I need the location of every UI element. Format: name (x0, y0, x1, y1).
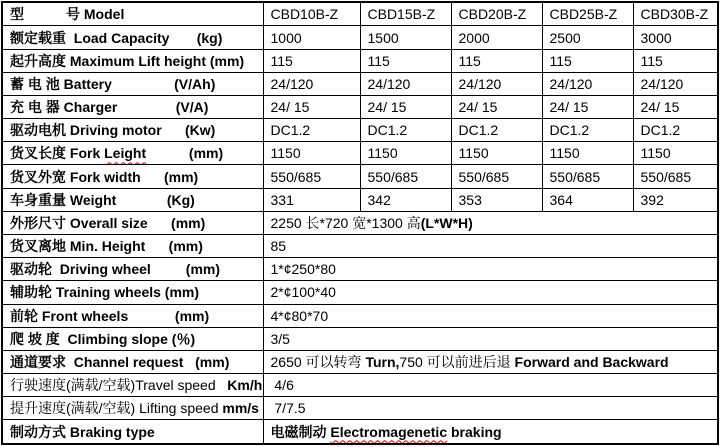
text-segment: 1000 (270, 29, 302, 46)
text-segment: 辅助轮 Training wheels (mm) (10, 284, 200, 301)
cell-load-capacity-col0 (263, 26, 360, 49)
text-segment: Forward and Backward (514, 353, 669, 370)
cell-training-wheels (263, 281, 718, 304)
cell-model-col1 (360, 2, 451, 26)
text-segment: 通道要求 Channel request (mm) (10, 353, 230, 370)
text-segment: braking (447, 423, 502, 440)
text-segment: 85 (270, 238, 287, 255)
cell-battery-col2 (451, 72, 542, 95)
text-segment: DC1.2 (367, 122, 408, 139)
cell-battery-col4 (633, 72, 718, 95)
text-segment: 24/120 (367, 75, 411, 92)
text-segment: 2250 长*720 宽*1300 高 (270, 214, 421, 231)
cell-model-col4 (633, 2, 718, 26)
row-label-lifting-speed (2, 397, 263, 420)
text-segment: 7/7.5 (270, 400, 306, 417)
cell-load-capacity-col4 (633, 26, 718, 49)
text-segment: DC1.2 (549, 122, 590, 139)
text-segment: CBD15B-Z (367, 6, 436, 23)
text-segment: 制动方式 Braking type (10, 423, 155, 440)
text-segment: 115 (640, 52, 663, 69)
text-segment: CBD10B-Z (270, 6, 339, 23)
cell-charger-col4 (633, 95, 718, 118)
text-segment: 1150 (458, 145, 489, 162)
text-segment: 24/ 15 (367, 99, 407, 116)
row-label-driving-wheel (2, 258, 263, 281)
text-segment: 24/ 15 (458, 99, 498, 116)
spec-row-max-lift-height (2, 49, 718, 72)
cell-overall-size (263, 211, 718, 234)
cell-load-capacity-col1 (360, 26, 451, 49)
text-segment: 24/ 15 (549, 99, 589, 116)
text-segment: 提升速度(满载/空载) Lifting speed (10, 400, 223, 417)
text-segment: 24/ 15 (270, 99, 310, 116)
cell-charger-col3 (542, 95, 633, 118)
row-label-weight (2, 188, 263, 211)
text-segment: 24/ 15 (640, 99, 680, 116)
text-segment: 331 (270, 191, 294, 208)
cell-driving-motor-col2 (451, 119, 542, 142)
text-segment: 型 号 Model (10, 6, 125, 23)
text-segment: 3000 (640, 29, 672, 46)
text-segment: 4*¢80*70 (270, 307, 329, 324)
text-segment: Electromagenetic (330, 423, 448, 440)
row-label-fork-width (2, 165, 263, 188)
row-label-charger (2, 95, 263, 118)
cell-braking-type (263, 420, 718, 444)
text-segment: CBD25B-Z (549, 6, 618, 23)
text-segment: 车身重量 Weight (Kg) (10, 191, 195, 208)
spec-row-min-height (2, 235, 718, 258)
row-label-load-capacity (2, 26, 263, 49)
cell-weight-col1 (360, 188, 451, 211)
row-label-training-wheels (2, 281, 263, 304)
text-segment: 750 可以前进后退 (399, 353, 515, 370)
text-segment: 2*¢100*40 (270, 284, 336, 301)
spec-row-travel-speed (2, 374, 718, 397)
text-segment: 爬 坡 度 Climbing slope (％) (10, 330, 196, 347)
cell-channel-request (263, 350, 718, 373)
row-label-climbing-slope (2, 327, 263, 350)
cell-load-capacity-col2 (451, 26, 542, 49)
cell-battery-col1 (360, 72, 451, 95)
spec-row-front-wheels (2, 304, 718, 327)
text-segment: 货叉长度 Fork (10, 145, 105, 162)
text-segment: 550/685 (367, 168, 419, 185)
text-segment: 行驶速度(满载/空载)Travel speed (10, 377, 228, 394)
cell-max-lift-height-col3 (542, 49, 633, 72)
spec-row-weight (2, 188, 718, 211)
text-segment: DC1.2 (270, 122, 311, 139)
spec-row-lifting-speed (2, 397, 718, 420)
text-segment: DC1.2 (458, 122, 499, 139)
cell-fork-length-col1 (360, 142, 451, 165)
text-segment: 1150 (640, 145, 671, 162)
text-segment: 货叉离地 Min. Height (mm) (10, 238, 203, 255)
spec-row-channel-request (2, 350, 718, 373)
cell-fork-length-col3 (542, 142, 633, 165)
cell-fork-width-col3 (542, 165, 633, 188)
text-segment: mm/s (222, 400, 259, 417)
cell-charger-col1 (360, 95, 451, 118)
text-segment: 550/685 (270, 168, 322, 185)
text-segment: CBD20B-Z (458, 6, 527, 23)
text-segment: Turn, (365, 353, 400, 370)
row-label-travel-speed (2, 374, 263, 397)
text-segment: 364 (549, 191, 573, 208)
row-label-max-lift-height (2, 49, 263, 72)
text-segment: 起升高度 Maximum Lift height (mm) (10, 52, 245, 69)
text-segment: 前轮 Front wheels (mm) (10, 307, 210, 324)
row-label-channel-request (2, 350, 263, 373)
text-segment: 1150 (367, 145, 398, 162)
text-segment: 4/6 (270, 377, 294, 394)
spec-row-braking-type (2, 420, 718, 444)
spec-row-load-capacity (2, 26, 718, 49)
cell-fork-width-col2 (451, 165, 542, 188)
text-segment: 115 (270, 52, 293, 69)
cell-max-lift-height-col2 (451, 49, 542, 72)
cell-fork-length-col0 (263, 142, 360, 165)
cell-driving-motor-col4 (633, 119, 718, 142)
text-segment: 392 (640, 191, 664, 208)
cell-fork-width-col0 (263, 165, 360, 188)
cell-max-lift-height-col4 (633, 49, 718, 72)
cell-driving-motor-col1 (360, 119, 451, 142)
text-segment: 342 (367, 191, 391, 208)
text-segment: 550/685 (458, 168, 510, 185)
row-label-battery (2, 72, 263, 95)
text-segment: DC1.2 (640, 122, 681, 139)
text-segment: 2500 (549, 29, 581, 46)
cell-charger-col0 (263, 95, 360, 118)
cell-fork-width-col1 (360, 165, 451, 188)
spec-row-charger (2, 95, 718, 118)
spec-row-climbing-slope (2, 327, 718, 350)
cell-max-lift-height-col0 (263, 49, 360, 72)
text-segment: 额定载重 Load Capacity (kg) (10, 29, 223, 46)
cell-climbing-slope (263, 327, 718, 350)
spec-row-training-wheels (2, 281, 718, 304)
spec-row-battery (2, 72, 718, 95)
cell-battery-col3 (542, 72, 633, 95)
cell-weight-col2 (451, 188, 542, 211)
cell-model-col0 (263, 2, 360, 26)
cell-fork-length-col2 (451, 142, 542, 165)
text-segment: 353 (458, 191, 482, 208)
text-segment: 115 (458, 52, 481, 69)
cell-model-col3 (542, 2, 633, 26)
forklift-spec-table (1, 1, 719, 445)
spec-row-fork-width (2, 165, 718, 188)
spec-row-overall-size (2, 211, 718, 234)
row-label-min-height (2, 235, 263, 258)
row-label-model (2, 2, 263, 26)
text-segment: 24/120 (270, 75, 314, 92)
cell-travel-speed (263, 374, 718, 397)
text-segment: CBD30B-Z (640, 6, 709, 23)
spec-row-model (2, 2, 718, 26)
text-segment: 1500 (367, 29, 399, 46)
cell-lifting-speed (263, 397, 718, 420)
spec-row-fork-length (2, 142, 718, 165)
cell-charger-col2 (451, 95, 542, 118)
text-segment: Leight (104, 145, 147, 162)
text-segment: 550/685 (549, 168, 601, 185)
text-segment: 24/120 (640, 75, 684, 92)
text-segment: 2000 (458, 29, 490, 46)
text-segment: 115 (549, 52, 572, 69)
text-segment: (mm) (146, 145, 224, 162)
text-segment: 外形尺寸 Overall size (mm) (10, 214, 206, 231)
cell-battery-col0 (263, 72, 360, 95)
cell-model-col2 (451, 2, 542, 26)
spec-row-driving-motor (2, 119, 718, 142)
text-segment: 驱动轮 Driving wheel (mm) (10, 261, 221, 278)
spec-table-body (2, 2, 718, 444)
text-segment: 3/5 (270, 330, 290, 347)
spec-table (1, 1, 718, 446)
cell-driving-wheel (263, 258, 718, 281)
cell-min-height (263, 235, 718, 258)
row-label-overall-size (2, 211, 263, 234)
cell-driving-motor-col0 (263, 119, 360, 142)
text-segment: 蓄 电 池 Battery (V/Ah) (10, 75, 216, 92)
text-segment: 1150 (549, 145, 580, 162)
cell-weight-col4 (633, 188, 718, 211)
row-label-front-wheels (2, 304, 263, 327)
text-segment: 1*¢250*80 (270, 261, 336, 278)
text-segment: 550/685 (640, 168, 692, 185)
text-segment: 115 (367, 52, 390, 69)
cell-front-wheels (263, 304, 718, 327)
text-segment: 24/120 (549, 75, 593, 92)
text-segment: 24/120 (458, 75, 502, 92)
row-label-braking-type (2, 420, 263, 444)
cell-max-lift-height-col1 (360, 49, 451, 72)
text-segment: 2650 可以转弯 (270, 353, 366, 370)
text-segment: 货叉外宽 Fork width (mm) (10, 168, 199, 185)
text-segment: Km/h (227, 377, 263, 394)
text-segment: 电磁制动 (270, 423, 331, 440)
text-segment: 驱动电机 Driving motor (Kw) (10, 122, 216, 139)
row-label-fork-length (2, 142, 263, 165)
cell-load-capacity-col3 (542, 26, 633, 49)
cell-weight-col0 (263, 188, 360, 211)
text-segment: 充 电 器 Charger (V/A) (10, 99, 209, 116)
cell-fork-length-col4 (633, 142, 718, 165)
row-label-driving-motor (2, 119, 263, 142)
text-segment: (L*W*H) (420, 214, 473, 231)
cell-driving-motor-col3 (542, 119, 633, 142)
text-segment: 1150 (270, 145, 301, 162)
cell-weight-col3 (542, 188, 633, 211)
cell-fork-width-col4 (633, 165, 718, 188)
spec-row-driving-wheel (2, 258, 718, 281)
